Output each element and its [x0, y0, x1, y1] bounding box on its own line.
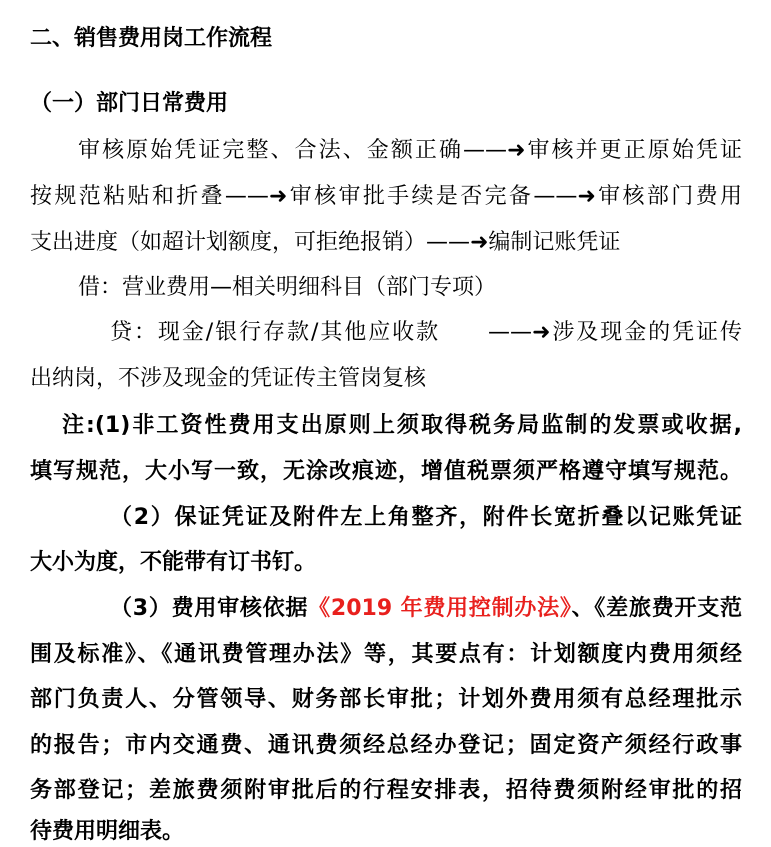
credit-entry-line-1: 贷：现金/银行存款/其他应收款 ——➜涉及现金的凭证传 — [110, 320, 742, 345]
debit-entry: 借：营业费用—相关明细科目（部门专项） — [78, 275, 497, 300]
note-3-line-1 — [110, 594, 742, 624]
subsection-title: （一）部门日常费用 — [30, 91, 229, 116]
note-2-line-1: （2）保证凭证及附件左上角整齐，附件长宽折叠以记账凭证 — [110, 505, 742, 530]
flow-line-2: 按规范粘贴和折叠——➜审核审批手续是否完备——➜审核部门费用 — [30, 184, 742, 209]
note-3-line-2: 围及标准》、《通讯费管理办法》等，其要点有：计划额度内费用须经 — [30, 642, 742, 667]
note-3-suffix: 、《差旅费开支范 — [571, 596, 742, 621]
section-title: 二、销售费用岗工作流程 — [30, 26, 273, 51]
note-3-line-5: 务部登记；差旅费须附审批后的行程安排表，招待费须附经审批的招 — [30, 778, 742, 803]
flow-line-1: 审核原始凭证完整、合法、金额正确——➜审核并更正原始凭证 — [78, 138, 742, 163]
note-1-line-2: 填写规范，大小写一致，无涂改痕迹，增值税票须严格遵守填写规范。 — [30, 459, 742, 484]
note-3-line-3: 部门负责人、分管领导、财务部长审批；计划外费用须有总经理批示 — [30, 687, 742, 712]
note-1-line-1: 注:(1)非工资性费用支出原则上须取得税务局监制的发票或收据, — [62, 413, 742, 438]
credit-entry-line-2: 出纳岗，不涉及现金的凭证传主管岗复核 — [30, 366, 427, 391]
note-3-line-6: 待费用明细表。 — [30, 819, 185, 844]
note-3-prefix: （3）费用审核依据 — [110, 596, 309, 621]
note-3-line-4: 的报告；市内交通费、通讯费须经总经办登记；固定资产须经行政事 — [30, 733, 742, 758]
flow-line-3: 支出进度（如超计划额度，可拒绝报销）——➜编制记账凭证 — [30, 230, 621, 255]
regulation-highlight: 《2019 年费用控制办法》 — [308, 596, 572, 621]
note-2-line-2: 大小为度，不能带有订书钉。 — [30, 550, 317, 575]
